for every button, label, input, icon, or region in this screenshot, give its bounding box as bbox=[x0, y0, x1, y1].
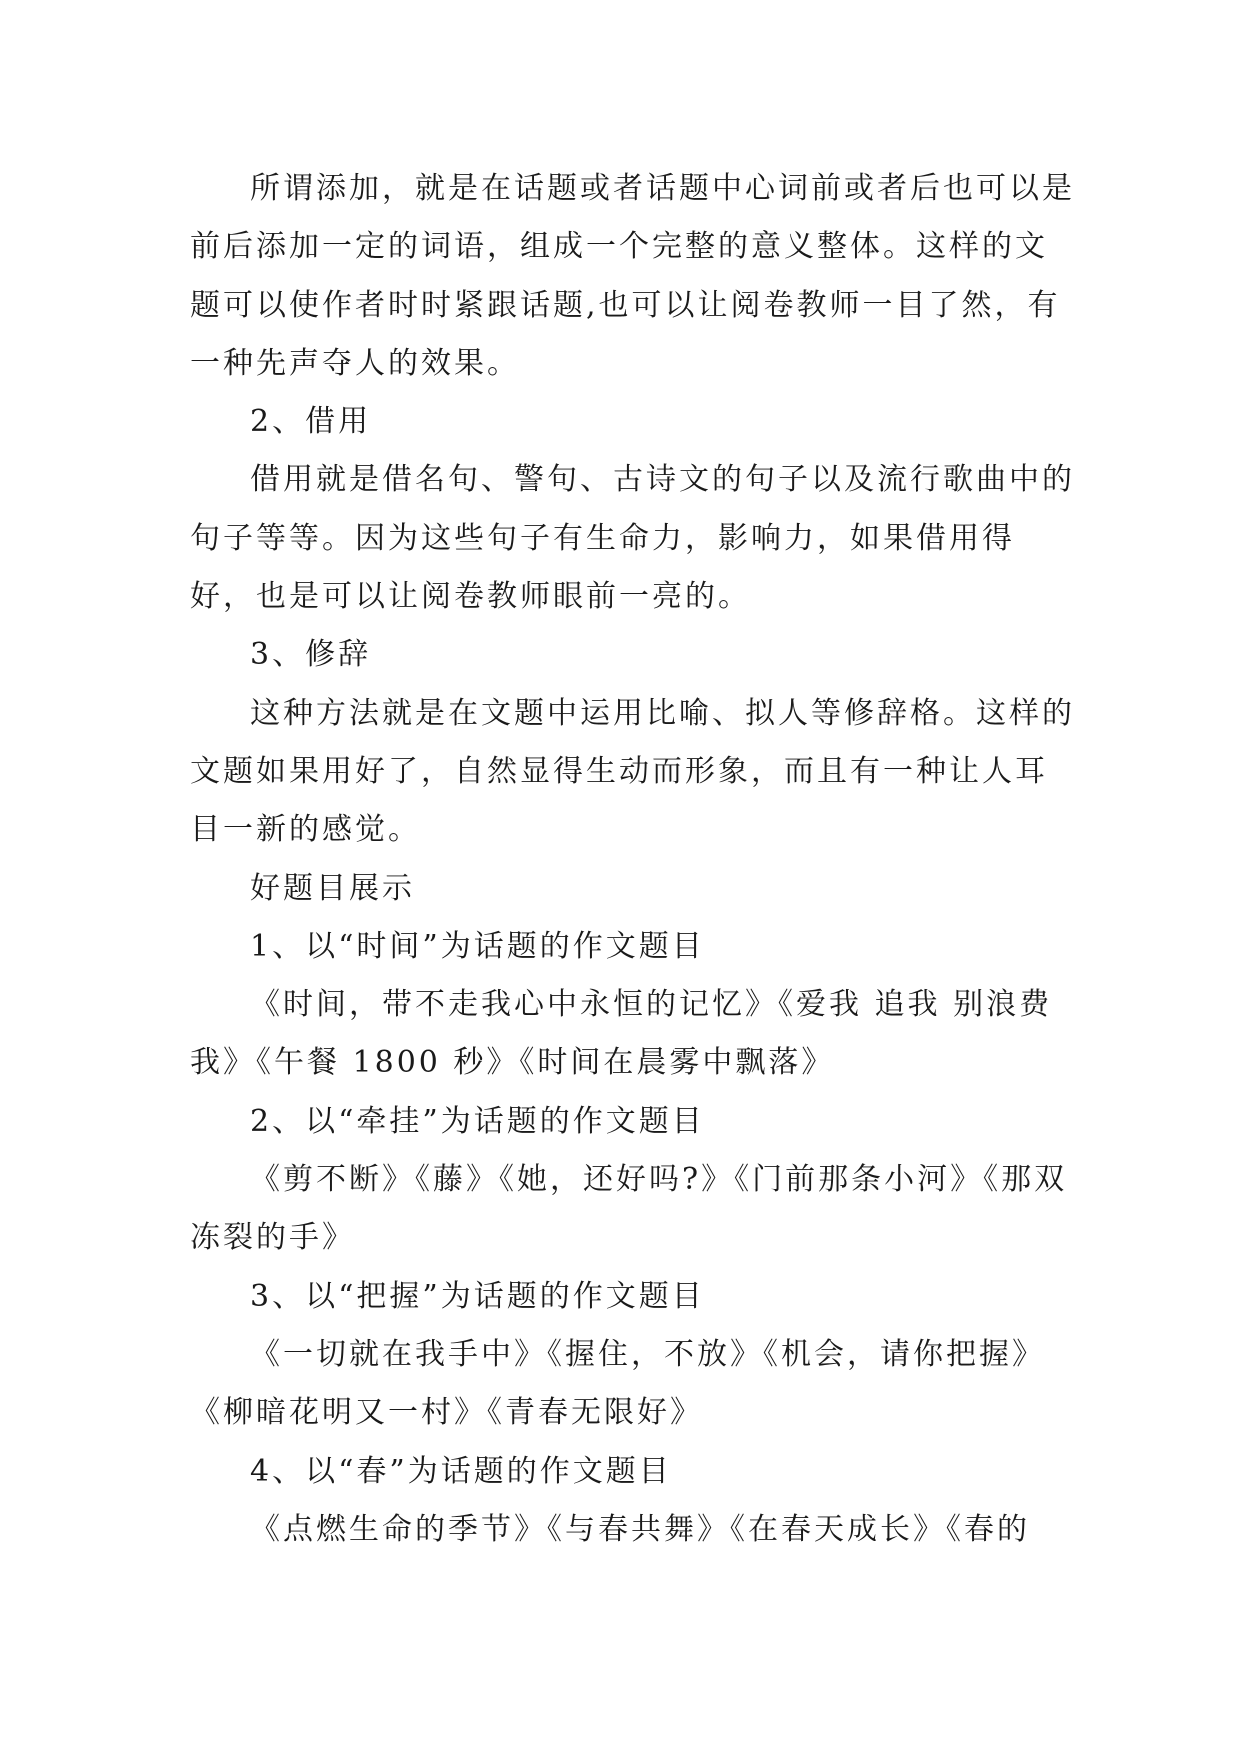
heading-topic-grasp: 3、以“把握”为话题的作文题目 bbox=[250, 1278, 705, 1314]
paragraph-rhetoric-explanation: 这种方法就是在文题中运用比喻、拟人等修辞格。这样的文题如果用好了，自然显得生动而形象，而且有一种让人耳目一新的感觉。 bbox=[190, 695, 1075, 848]
heading-rhetoric: 3、修辞 bbox=[250, 637, 372, 673]
paragraph-borrowing-explanation: 借用就是借名句、警句、古诗文的句子以及流行歌曲中的句子等等。因为这些句子有生命力，影响力，如果借用得好，也是可以让阅卷教师眼前一亮的。 bbox=[190, 462, 1075, 615]
heading-topic-time: 1、以“时间”为话题的作文题目 bbox=[250, 928, 705, 964]
heading-borrowing: 2、借用 bbox=[250, 404, 372, 440]
body-text bbox=[190, 160, 1080, 1559]
titles-topic-time: 《时间，带不走我心中永恒的记忆》《爱我 追我 别浪费我》《午餐 1800 秒》《时间在晨雾中飘落》 bbox=[190, 987, 1053, 1081]
paragraph-adding-explanation: 所谓添加，就是在话题或者话题中心词前或者后也可以是前后添加一定的词语，组成一个完整的意义整体。这样的文题可以使作者时时紧跟话题,也可以让阅卷教师一目了然，有一种先声夺人的效果。 bbox=[190, 171, 1075, 381]
heading-topic-spring: 4、以“春”为话题的作文题目 bbox=[250, 1453, 672, 1489]
titles-topic-concern: 《剪不断》《藤》《她，还好吗?》《门前那条小河》《那双冻裂的手》 bbox=[190, 1162, 1068, 1256]
heading-good-titles: 好题目展示 bbox=[250, 870, 415, 906]
titles-topic-grasp: 《一切就在我手中》《握住，不放》《机会，请你把握》《柳暗花明又一村》《青春无限好》 bbox=[190, 1336, 1045, 1431]
heading-topic-concern: 2、以“牵挂”为话题的作文题目 bbox=[250, 1103, 705, 1139]
titles-topic-spring: 《点燃生命的季节》《与春共舞》《在春天成长》《春的 bbox=[250, 1511, 1030, 1547]
